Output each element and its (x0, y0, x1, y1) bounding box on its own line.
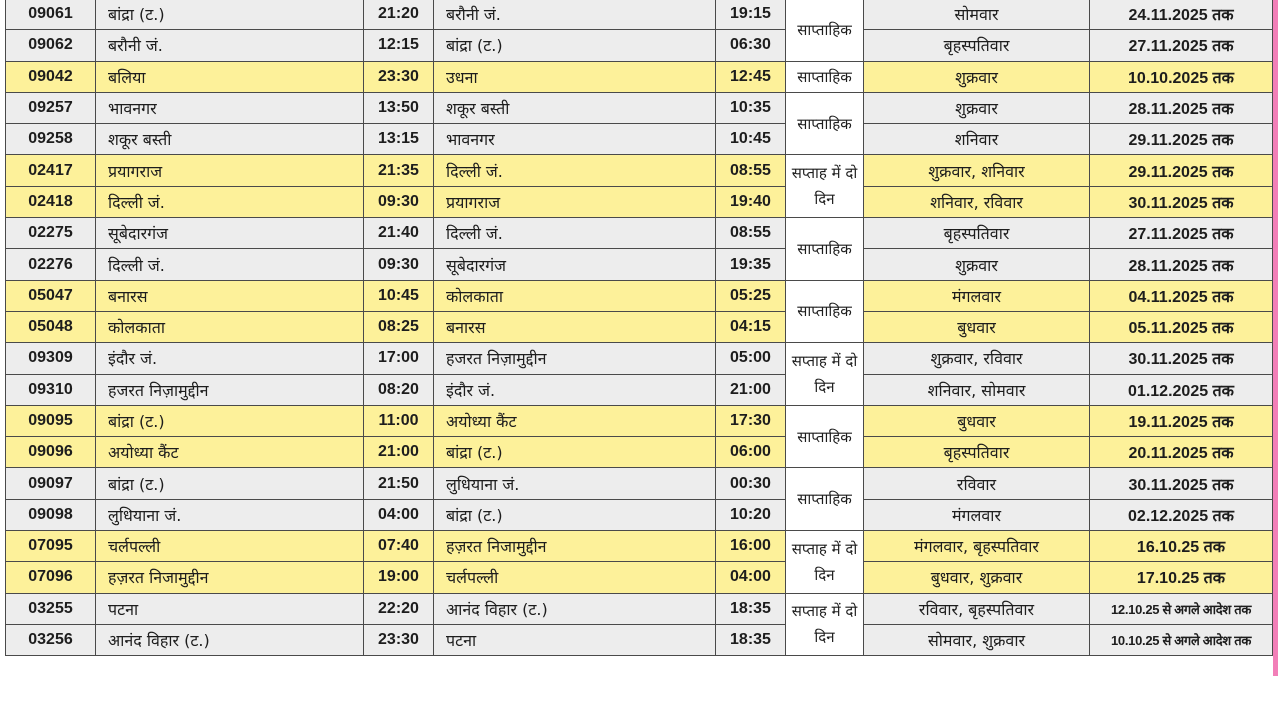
train-number: 09258 (6, 124, 96, 155)
destination-station: बांद्रा (ट.) (434, 499, 716, 530)
table-row (6, 249, 1273, 280)
valid-until: 19.11.2025 तक (1090, 405, 1273, 436)
train-number: 02276 (6, 249, 96, 280)
frequency-cell: साप्ताहिक (786, 61, 864, 92)
table-row (6, 468, 1273, 499)
running-days: शुक्रवार, शनिवार (864, 155, 1090, 186)
departure-time: 17:00 (364, 343, 434, 374)
frequency-cell: सप्ताह में दो दिन (786, 593, 864, 656)
destination-station: दिल्ली जं. (434, 218, 716, 249)
running-days: मंगलवार, बृहस्पतिवार (864, 531, 1090, 562)
departure-time: 12:15 (364, 30, 434, 61)
table-row (6, 218, 1273, 249)
table-row (6, 311, 1273, 342)
frequency-cell: साप्ताहिक (786, 218, 864, 281)
table-row (6, 280, 1273, 311)
running-days: शनिवार (864, 124, 1090, 155)
departure-time: 21:35 (364, 155, 434, 186)
origin-station: पटना (96, 593, 364, 624)
special-trains-table (5, 0, 1273, 656)
running-days: शुक्रवार (864, 249, 1090, 280)
arrival-time: 19:40 (716, 186, 786, 217)
train-number: 09062 (6, 30, 96, 61)
train-number: 09257 (6, 92, 96, 123)
origin-station: बनारस (96, 280, 364, 311)
origin-station: दिल्ली जं. (96, 186, 364, 217)
frequency-cell: सप्ताह में दो दिन (786, 531, 864, 594)
train-number: 05047 (6, 280, 96, 311)
running-days: बुधवार (864, 405, 1090, 436)
table-row (6, 343, 1273, 374)
train-number: 09098 (6, 499, 96, 530)
origin-station: शकूर बस्ती (96, 124, 364, 155)
arrival-time: 18:35 (716, 624, 786, 655)
arrival-time: 04:15 (716, 311, 786, 342)
destination-station: उधना (434, 61, 716, 92)
frequency-cell: साप्ताहिक (786, 468, 864, 531)
departure-time: 07:40 (364, 531, 434, 562)
arrival-time: 12:45 (716, 61, 786, 92)
departure-time: 13:50 (364, 92, 434, 123)
origin-station: लुधियाना जं. (96, 499, 364, 530)
table-row (6, 437, 1273, 468)
table-row (6, 405, 1273, 436)
table-row (6, 0, 1273, 30)
origin-station: अयोध्या कैंट (96, 437, 364, 468)
origin-station: बांद्रा (ट.) (96, 468, 364, 499)
departure-time: 21:40 (364, 218, 434, 249)
valid-until: 29.11.2025 तक (1090, 155, 1273, 186)
departure-time: 23:30 (364, 61, 434, 92)
valid-until: 04.11.2025 तक (1090, 280, 1273, 311)
arrival-time: 10:20 (716, 499, 786, 530)
valid-until: 02.12.2025 तक (1090, 499, 1273, 530)
arrival-time: 18:35 (716, 593, 786, 624)
origin-station: सूबेदारगंज (96, 218, 364, 249)
train-number: 02275 (6, 218, 96, 249)
train-number: 09310 (6, 374, 96, 405)
running-days: शुक्रवार (864, 61, 1090, 92)
valid-until: 28.11.2025 तक (1090, 249, 1273, 280)
valid-until: 30.11.2025 तक (1090, 186, 1273, 217)
valid-until: 10.10.25 से अगले आदेश तक (1090, 624, 1273, 655)
origin-station: बरौनी जं. (96, 30, 364, 61)
arrival-time: 21:00 (716, 374, 786, 405)
table-row (6, 61, 1273, 92)
departure-time: 19:00 (364, 562, 434, 593)
origin-station: दिल्ली जं. (96, 249, 364, 280)
running-days: सोमवार (864, 0, 1090, 30)
origin-station: हजरत निज़ामुद्दीन (96, 374, 364, 405)
destination-station: चर्लपल्ली (434, 562, 716, 593)
valid-until: 12.10.25 से अगले आदेश तक (1090, 593, 1273, 624)
departure-time: 22:20 (364, 593, 434, 624)
table-row (6, 531, 1273, 562)
train-number: 07096 (6, 562, 96, 593)
origin-station: प्रयागराज (96, 155, 364, 186)
valid-until: 28.11.2025 तक (1090, 92, 1273, 123)
departure-time: 08:25 (364, 311, 434, 342)
arrival-time: 16:00 (716, 531, 786, 562)
destination-station: हज़रत निजामुद्दीन (434, 531, 716, 562)
arrival-time: 06:30 (716, 30, 786, 61)
origin-station: बलिया (96, 61, 364, 92)
destination-station: इंदौर जं. (434, 374, 716, 405)
train-number: 03256 (6, 624, 96, 655)
departure-time: 13:15 (364, 124, 434, 155)
destination-station: कोलकाता (434, 280, 716, 311)
running-days: शुक्रवार (864, 92, 1090, 123)
page-edge-bar (1273, 0, 1278, 676)
table-row (6, 499, 1273, 530)
running-days: बृहस्पतिवार (864, 30, 1090, 61)
arrival-time: 05:25 (716, 280, 786, 311)
origin-station: चर्लपल्ली (96, 531, 364, 562)
valid-until: 10.10.2025 तक (1090, 61, 1273, 92)
valid-until: 30.11.2025 तक (1090, 343, 1273, 374)
running-days: बृहस्पतिवार (864, 437, 1090, 468)
train-number: 09096 (6, 437, 96, 468)
destination-station: आनंद विहार (ट.) (434, 593, 716, 624)
arrival-time: 08:55 (716, 218, 786, 249)
valid-until: 20.11.2025 तक (1090, 437, 1273, 468)
train-number: 09061 (6, 0, 96, 30)
table-row (6, 624, 1273, 655)
running-days: शनिवार, सोमवार (864, 374, 1090, 405)
frequency-cell: साप्ताहिक (786, 280, 864, 343)
departure-time: 09:30 (364, 186, 434, 217)
train-number: 05048 (6, 311, 96, 342)
valid-until: 17.10.25 तक (1090, 562, 1273, 593)
destination-station: प्रयागराज (434, 186, 716, 217)
train-number: 07095 (6, 531, 96, 562)
departure-time: 11:00 (364, 405, 434, 436)
frequency-cell: साप्ताहिक (786, 92, 864, 155)
destination-station: अयोध्या कैंट (434, 405, 716, 436)
departure-time: 04:00 (364, 499, 434, 530)
running-days: शनिवार, रविवार (864, 186, 1090, 217)
train-number: 02417 (6, 155, 96, 186)
origin-station: भावनगर (96, 92, 364, 123)
arrival-time: 19:35 (716, 249, 786, 280)
train-number: 09309 (6, 343, 96, 374)
destination-station: हजरत निज़ामुद्दीन (434, 343, 716, 374)
arrival-time: 10:35 (716, 92, 786, 123)
valid-until: 27.11.2025 तक (1090, 218, 1273, 249)
destination-station: पटना (434, 624, 716, 655)
running-days: रविवार (864, 468, 1090, 499)
frequency-cell: सप्ताह में दो दिन (786, 343, 864, 406)
destination-station: दिल्ली जं. (434, 155, 716, 186)
arrival-time: 06:00 (716, 437, 786, 468)
origin-station: आनंद विहार (ट.) (96, 624, 364, 655)
table-row (6, 186, 1273, 217)
origin-station: हज़रत निजामुद्दीन (96, 562, 364, 593)
valid-until: 29.11.2025 तक (1090, 124, 1273, 155)
departure-time: 21:20 (364, 0, 434, 30)
origin-station: कोलकाता (96, 311, 364, 342)
valid-until: 16.10.25 तक (1090, 531, 1273, 562)
table-row (6, 374, 1273, 405)
origin-station: इंदौर जं. (96, 343, 364, 374)
destination-station: सूबेदारगंज (434, 249, 716, 280)
arrival-time: 08:55 (716, 155, 786, 186)
running-days: शुक्रवार, रविवार (864, 343, 1090, 374)
train-number: 02418 (6, 186, 96, 217)
departure-time: 23:30 (364, 624, 434, 655)
frequency-cell: साप्ताहिक (786, 0, 864, 61)
train-number: 09042 (6, 61, 96, 92)
departure-time: 08:20 (364, 374, 434, 405)
table-row (6, 124, 1273, 155)
destination-station: भावनगर (434, 124, 716, 155)
valid-until: 24.11.2025 तक (1090, 0, 1273, 30)
origin-station: बांद्रा (ट.) (96, 0, 364, 30)
destination-station: बांद्रा (ट.) (434, 437, 716, 468)
running-days: बृहस्पतिवार (864, 218, 1090, 249)
train-number: 09097 (6, 468, 96, 499)
destination-station: बरौनी जं. (434, 0, 716, 30)
arrival-time: 05:00 (716, 343, 786, 374)
train-number: 03255 (6, 593, 96, 624)
departure-time: 21:50 (364, 468, 434, 499)
table-row (6, 30, 1273, 61)
arrival-time: 17:30 (716, 405, 786, 436)
departure-time: 10:45 (364, 280, 434, 311)
table-row (6, 155, 1273, 186)
arrival-time: 10:45 (716, 124, 786, 155)
table-row (6, 562, 1273, 593)
valid-until: 01.12.2025 तक (1090, 374, 1273, 405)
arrival-time: 19:15 (716, 0, 786, 30)
running-days: रविवार, बृहस्पतिवार (864, 593, 1090, 624)
train-number: 09095 (6, 405, 96, 436)
valid-until: 27.11.2025 तक (1090, 30, 1273, 61)
destination-station: बांद्रा (ट.) (434, 30, 716, 61)
valid-until: 30.11.2025 तक (1090, 468, 1273, 499)
arrival-time: 00:30 (716, 468, 786, 499)
frequency-cell: साप्ताहिक (786, 405, 864, 468)
destination-station: शकूर बस्ती (434, 92, 716, 123)
running-days: मंगलवार (864, 280, 1090, 311)
departure-time: 21:00 (364, 437, 434, 468)
arrival-time: 04:00 (716, 562, 786, 593)
frequency-cell: सप्ताह में दो दिन (786, 155, 864, 218)
running-days: मंगलवार (864, 499, 1090, 530)
table-row (6, 593, 1273, 624)
running-days: सोमवार, शुक्रवार (864, 624, 1090, 655)
table-row (6, 92, 1273, 123)
destination-station: बनारस (434, 311, 716, 342)
running-days: बुधवार (864, 311, 1090, 342)
running-days: बुधवार, शुक्रवार (864, 562, 1090, 593)
departure-time: 09:30 (364, 249, 434, 280)
destination-station: लुधियाना जं. (434, 468, 716, 499)
valid-until: 05.11.2025 तक (1090, 311, 1273, 342)
origin-station: बांद्रा (ट.) (96, 405, 364, 436)
